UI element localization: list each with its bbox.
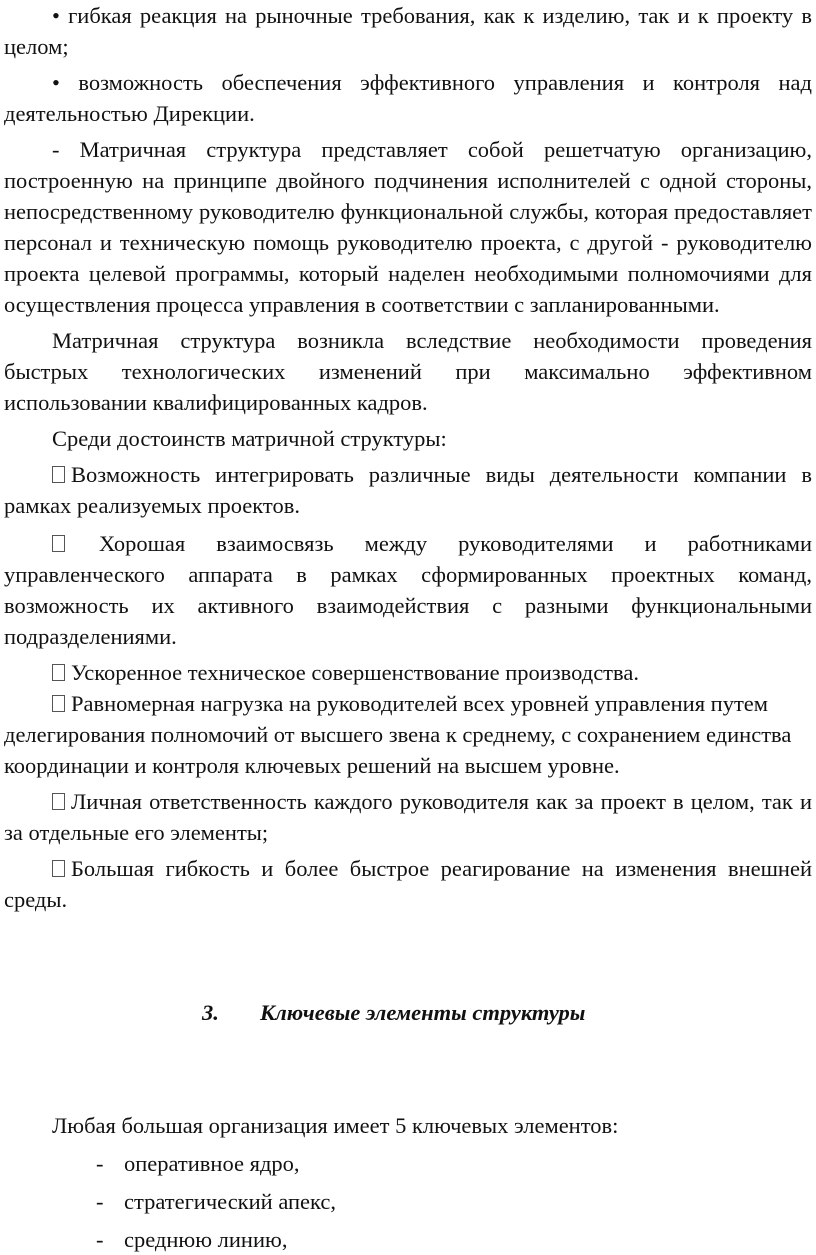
advantage-item: Ускоренное техническое совершенствование производства. bbox=[4, 657, 812, 688]
paragraph-elements-intro: Любая большая организация имеет 5 ключевых элементов: bbox=[52, 1113, 619, 1138]
section-title: Ключевые элементы структуры bbox=[260, 1000, 586, 1025]
checkbox-glyph-icon bbox=[52, 793, 65, 810]
checkbox-glyph-icon bbox=[52, 466, 65, 483]
paragraph-matrix-origin: Матричная структура возникла вследствие необходимости проведения быстрых технологических изменений при максимально эффективном использовании квалифицированных кадров. bbox=[4, 328, 812, 415]
advantage-item: Личная ответственность каждого руководителя как за проект в целом, так и за отдельные его элементы; bbox=[4, 789, 812, 845]
advantage-item: Большая гибкость и более быстрое реагирование на изменения внешней среды. bbox=[4, 856, 812, 912]
list-item: - среднюю линию, bbox=[96, 1227, 288, 1252]
checkbox-glyph-icon bbox=[52, 860, 65, 877]
paragraph-advantages-intro: Среди достоинств матричной структуры: bbox=[52, 426, 447, 451]
list-item: - стратегический апекс, bbox=[96, 1189, 337, 1214]
bullet-flexible-reaction: • гибкая реакция на рыночные требования, как к изделию, так и к проекту в целом; bbox=[4, 3, 812, 59]
list-item: - оперативное ядро, bbox=[96, 1151, 300, 1176]
advantage-item: Равномерная нагрузка на руководителей всех уровней управления путем делегирования полномочий от высшего звена к среднему, с сохранением единства координации и контроля ключевых решений на высшем уровне. bbox=[4, 691, 792, 778]
section-heading bbox=[4, 997, 812, 1028]
checkbox-glyph-icon bbox=[52, 535, 65, 552]
document-page bbox=[4, 0, 812, 1255]
advantage-item: Возможность интегрировать различные виды деятельности компании в рамках реализуемых проектов. bbox=[4, 462, 812, 518]
checkbox-glyph-icon bbox=[52, 664, 65, 681]
bullet-management-control: • возможность обеспечения эффективного управления и контроля над деятельностью Дирекции. bbox=[4, 70, 812, 126]
paragraph-matrix-definition: - Матричная структура представляет собой решетчатую организацию, построенную на принципе двойного подчинения исполнителей с одной стороны, непосредственному руководителю функциональной службы, которая предоставляет персонал и техническую помощь руководителю проекта, с другой - руководителю проекта целевой программы, который наделен необходимыми полномочиями для осуществления процесса управления в соответствии с запланированными. bbox=[4, 137, 812, 317]
checkbox-glyph-icon bbox=[52, 695, 65, 712]
advantage-item: Хорошая взаимосвязь между руководителями и работниками управленческого аппарата в рамках сформированных проектных команд, возможность их активного взаимодействия с разными функциональными подразделениями. bbox=[4, 531, 812, 649]
section-number: 3. bbox=[202, 1000, 219, 1025]
